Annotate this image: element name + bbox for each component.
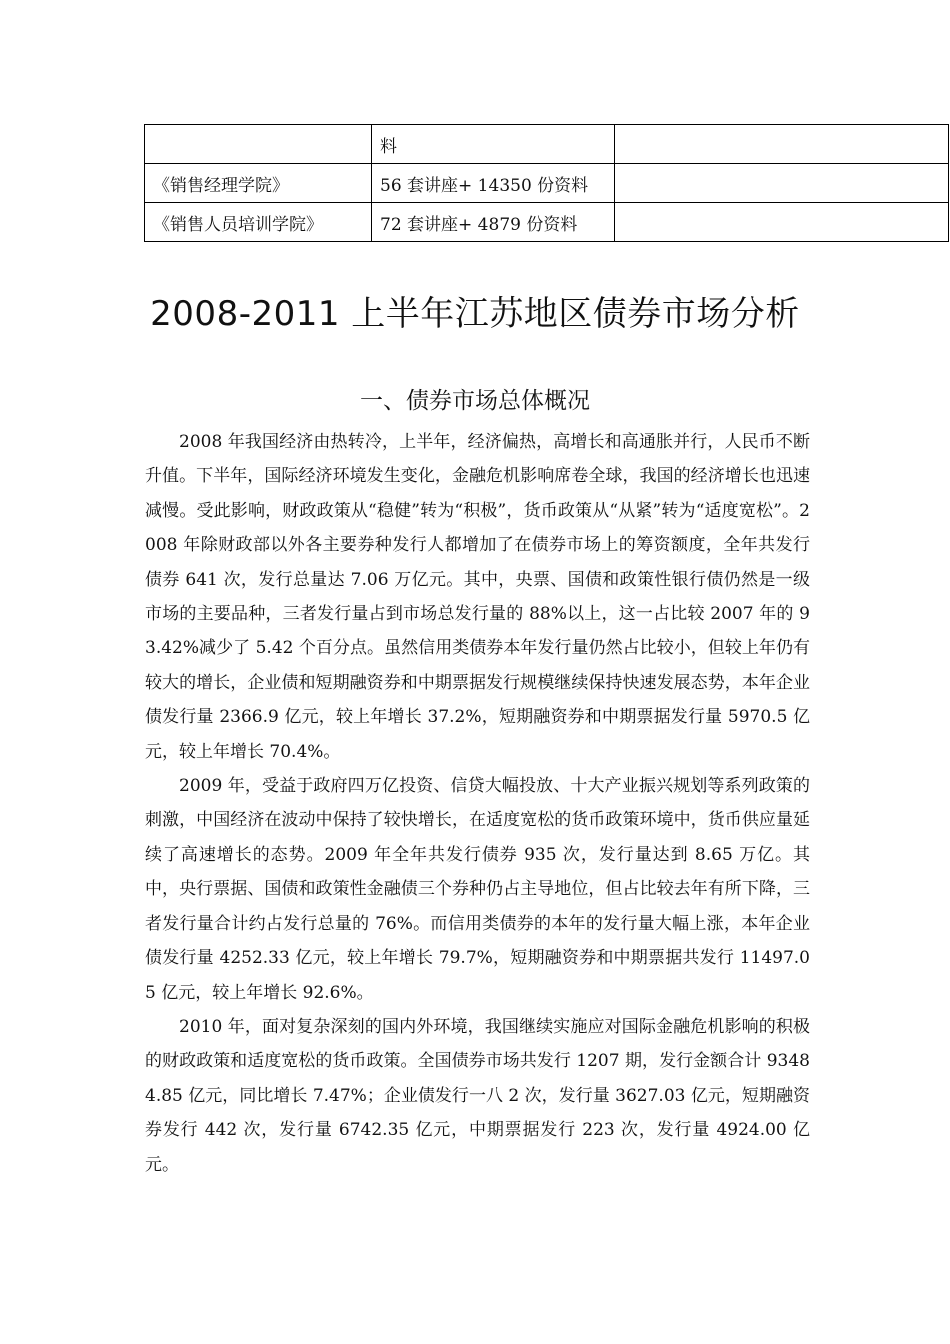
table-cell-note <box>615 203 949 242</box>
body-text <box>145 425 810 1182</box>
table-cell-note <box>615 125 949 164</box>
document-title: 2008-2011 上半年江苏地区债券市场分析 <box>150 294 800 334</box>
paragraph-2010: 2010 年，面对复杂深刻的国内外环境，我国继续实施应对国际金融危机影响的积极的财政政策和适度宽松的货币政策。全国债券市场共发行 1207 期，发行金额合计 93484.85 亿元，同比增长 7.47%；企业债发行一八 2 次，发行量 3627.03 亿元，短期融资券发行 442 次，发行量 6742.35 亿元，中期票据发行 223 次，发行量 4924.00 亿元。 <box>145 1016 810 1175</box>
paragraph-2009: 2009 年，受益于政府四万亿投资、信贷大幅投放、十大产业振兴规划等系列政策的刺激，中国经济在波动中保持了较快增长，在适度宽松的货币政策环境中，货币供应量延续了高速增长的态势。2009 年全年共发行债券 935 次，发行量达到 8.65 万亿。其中，央行票据、国债和政策性金融债三个券种仍占主导地位，但占比较去年有所下降，三者发行量合计约占发行总量的 76%。而信用类债券的本年的发行量大幅上涨，本年企业债发行量 4252.33 亿元，较上年增长 79.7%，短期融资券和中期票据共发行 11497.05 亿元，较上年增长 92.6%。 <box>145 776 810 1003</box>
table-cell-content: 料 <box>372 125 615 164</box>
table-row <box>145 203 949 242</box>
resource-table <box>144 124 949 242</box>
table-cell-name: 《销售人员培训学院》 <box>145 203 372 242</box>
table-row <box>145 164 949 203</box>
table-cell-content: 72 套讲座+ 4879 份资料 <box>372 203 615 242</box>
table-cell-name: 《销售经理学院》 <box>145 164 372 203</box>
table-row <box>145 125 949 164</box>
section-heading: 一、债券市场总体概况 <box>360 388 590 414</box>
table-cell-note <box>615 164 949 203</box>
paragraph-2008: 2008 年我国经济由热转冷，上半年，经济偏热，高增长和高通胀并行，人民币不断升值。下半年，国际经济环境发生变化，金融危机影响席卷全球，我国的经济增长也迅速减慢。受此影响，财政政策从“稳健”转为“积极”，货币政策从“从紧”转为“适度宽松”。2008 年除财政部以外各主要券种发行人都增加了在债券市场上的筹资额度，全年共发行债券 641 次，发行总量达 7.06 万亿元。其中，央票、国债和政策性银行债仍然是一级市场的主要品种，三者发行量占到市场总发行量的 88%以上，这一占比较 2007 年的 93.42%减少了 5.42 个百分点。虽然信用类债券本年发行量仍然占比较小，但较上年仍有较大的增长，企业债和短期融资券和中期票据发行规模继续保持快速发展态势，本年企业债发行量 2366.9 亿元，较上年增长 37.2%，短期融资券和中期票据发行量 5970.5 亿元，较上年增长 70.4%。 <box>145 432 810 762</box>
table-cell-content: 56 套讲座+ 14350 份资料 <box>372 164 615 203</box>
table-cell-name <box>145 125 372 164</box>
